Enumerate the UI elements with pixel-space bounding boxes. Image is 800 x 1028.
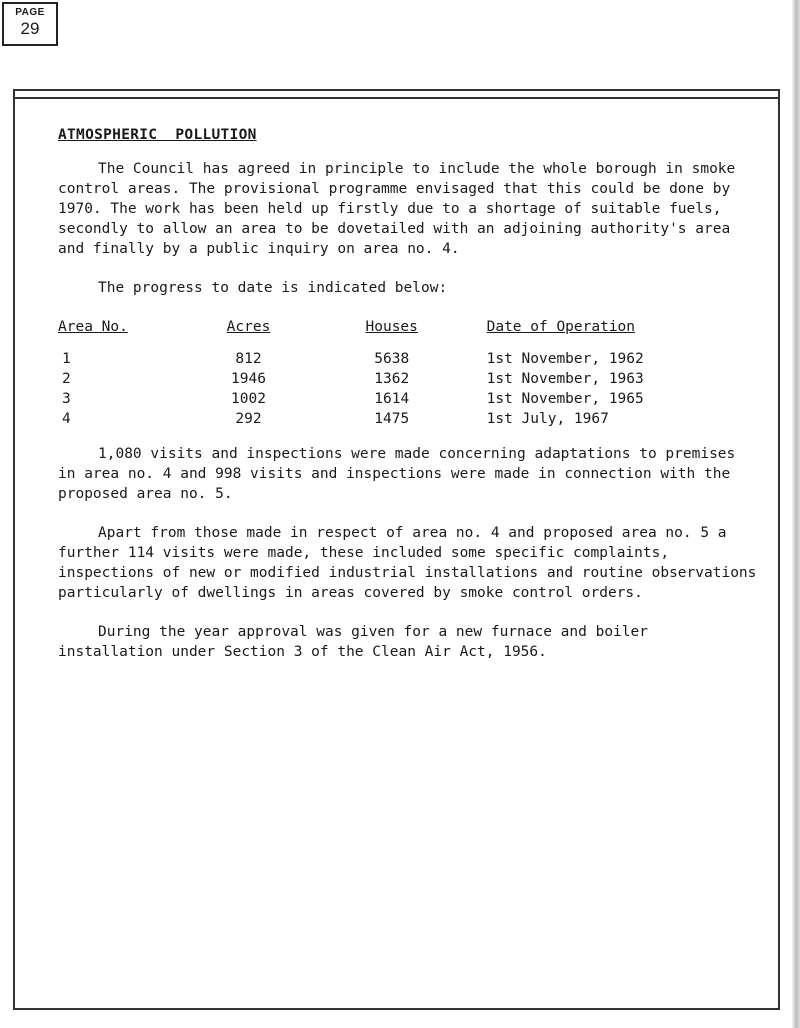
smoke-control-table bbox=[58, 317, 758, 429]
cell-date: 1st November, 1965 bbox=[486, 391, 644, 407]
header-date-of-operation: Date of Operation bbox=[486, 319, 636, 335]
document-body bbox=[58, 125, 758, 681]
cell-date: 1st July, 1967 bbox=[486, 411, 609, 427]
scan-edge bbox=[792, 0, 800, 1028]
section-title: ATMOSPHERIC POLLUTION bbox=[58, 127, 257, 143]
page-number: 29 bbox=[20, 19, 40, 38]
paragraph-approval: During the year approval was given for a new furnace and boiler installation under Section 3 of the Clean Air Act, 1956. bbox=[58, 624, 648, 660]
table-row bbox=[58, 349, 758, 369]
paragraph-intro: The Council has agreed in principle to include the whole borough in smoke control areas. The provisional programme envisaged that this could be done by 1970. The work has been held up firstly due to a shortage of suitable fuels, secondly to allow an area to be dovetailed with an adjoining authority's area and finally by a public inquiry on area no. 4. bbox=[58, 161, 736, 257]
cell-houses: 1475 bbox=[374, 411, 410, 427]
table-row bbox=[58, 369, 758, 389]
table-row bbox=[58, 389, 758, 409]
cell-houses: 5638 bbox=[374, 351, 410, 367]
cell-houses: 1362 bbox=[374, 371, 410, 387]
paragraph-progress: The progress to date is indicated below: bbox=[98, 280, 448, 296]
cell-acres: 292 bbox=[235, 411, 262, 427]
paragraph-further-visits: Apart from those made in respect of area no. 4 and proposed area no. 5 a further 114 visits were made, these included some specific complaints, inspections of new or modified industrial installations and routine observations particularly of dwellings in areas covered by smoke control orders. bbox=[58, 525, 757, 601]
cell-acres: 812 bbox=[235, 351, 262, 367]
page-label: PAGE bbox=[15, 7, 45, 18]
cell-area: 4 bbox=[62, 411, 71, 427]
page-number-box bbox=[2, 2, 58, 46]
cell-area: 3 bbox=[62, 391, 71, 407]
cell-houses: 1614 bbox=[374, 391, 410, 407]
table-header-row bbox=[58, 317, 758, 349]
cell-area: 2 bbox=[62, 371, 71, 387]
cell-acres: 1002 bbox=[231, 391, 266, 407]
paragraph-visits: 1,080 visits and inspections were made concerning adaptations to premises in area no. 4 and 998 visits and inspections were made in connection with the proposed area no. 5. bbox=[58, 446, 736, 502]
cell-date: 1st November, 1963 bbox=[486, 371, 644, 387]
cell-date: 1st November, 1962 bbox=[486, 351, 644, 367]
cell-acres: 1946 bbox=[231, 371, 266, 387]
table-row bbox=[58, 409, 758, 429]
frame-double-rule bbox=[13, 97, 780, 99]
cell-area: 1 bbox=[62, 351, 71, 367]
header-acres: Acres bbox=[226, 319, 271, 335]
header-area-no: Area No. bbox=[58, 319, 128, 335]
header-houses: Houses bbox=[365, 319, 418, 335]
